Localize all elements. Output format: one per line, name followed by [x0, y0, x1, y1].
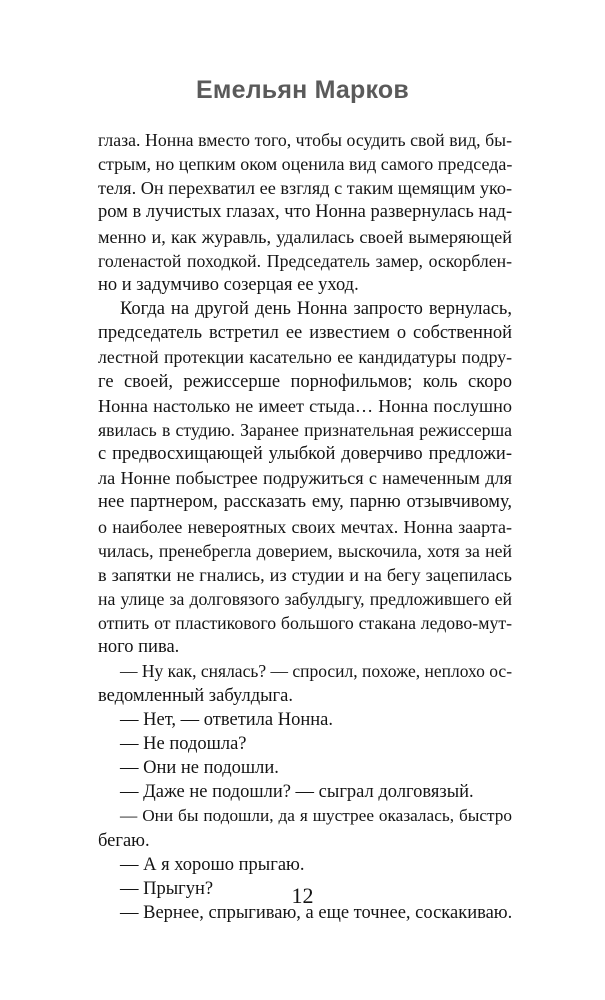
text-line: ге своей, режиссерше порнофильмов; коль скоро — [98, 371, 512, 392]
text-line: нее партнером, рассказать ему, парню отзывчивому, — [98, 492, 512, 513]
text-line: — Вернее, спрыгиваю, а еще точнее, соскакиваю. — [120, 903, 513, 923]
text-line: в запятки не гнались, из студии и на бегу зацепилась — [98, 564, 512, 585]
text-line: бегаю. — [98, 830, 150, 851]
text-line: — Даже не подошли? — сыграл долговязый. — [120, 782, 474, 803]
body-text — [98, 128, 512, 925]
text-line: — Они не подошли. — [120, 758, 279, 779]
text-line: — Не подошла? — [120, 733, 247, 754]
text-line: теля. Он перехватил ее взгляд с таким щемящим уко- — [98, 178, 513, 199]
text-line: отпить от пластикового большого стакана ледово-мут- — [98, 613, 512, 634]
text-line: — Прыгун? — [120, 878, 214, 899]
text-line: о наиболее невероятных своих мечтах. Нонна заарта- — [98, 516, 512, 537]
text-line: — Нет, — ответила Нонна. — [120, 709, 333, 730]
text-line: явилась в студию. Заранее признательная режиссерша — [98, 419, 512, 440]
text-line: менно и, как журавль, удалилась своей вымеряющей — [98, 226, 512, 247]
running-head-author: Емельян Марков — [196, 76, 409, 104]
text-line: с предвосхищающей улыбкой доверчиво предложи- — [98, 444, 512, 465]
text-line: — Они бы подошли, да я шустрее оказалась, быстро — [120, 806, 512, 826]
text-line: голенастой походкой. Председатель замер, оскорблен- — [98, 250, 512, 271]
text-line: Нонна настолько не имеет стыда… Нонна послушно — [98, 395, 512, 416]
text-line: председатель встретил ее известием о собственной — [98, 323, 512, 344]
text-line: но и задумчиво созерцая ее уход. — [98, 274, 359, 295]
text-line: ла Нонне побыстрее подружиться с намеченным для — [98, 468, 512, 489]
page-number: 12 — [291, 883, 314, 908]
text-line: глаза. Нонна вместо того, чтобы осудить свой вид, бы- — [98, 130, 512, 150]
text-line: ром в лучистых глазах, что Нонна развернулась над- — [98, 202, 513, 223]
text-line: стрым, но цепким оком оценила вид самого председа- — [98, 154, 513, 175]
text-line: чилась, пренебрегла доверием, выскочила, хотя за ней — [98, 540, 512, 561]
text-line: лестной протекции касательно ее кандидатуры подру- — [98, 347, 512, 368]
text-line: на улице за долговязого забулдыгу, предложившего ей — [98, 588, 512, 609]
text-line: — А я хорошо прыгаю. — [120, 854, 305, 875]
text-line: ного пива. — [98, 637, 180, 658]
text-line: — Ну как, снялась? — спросил, похоже, неплохо ос- — [120, 661, 513, 682]
text-line: ведомленный забулдыга. — [98, 685, 293, 706]
text-line: Когда на другой день Нонна запросто вернулась, — [120, 299, 512, 320]
